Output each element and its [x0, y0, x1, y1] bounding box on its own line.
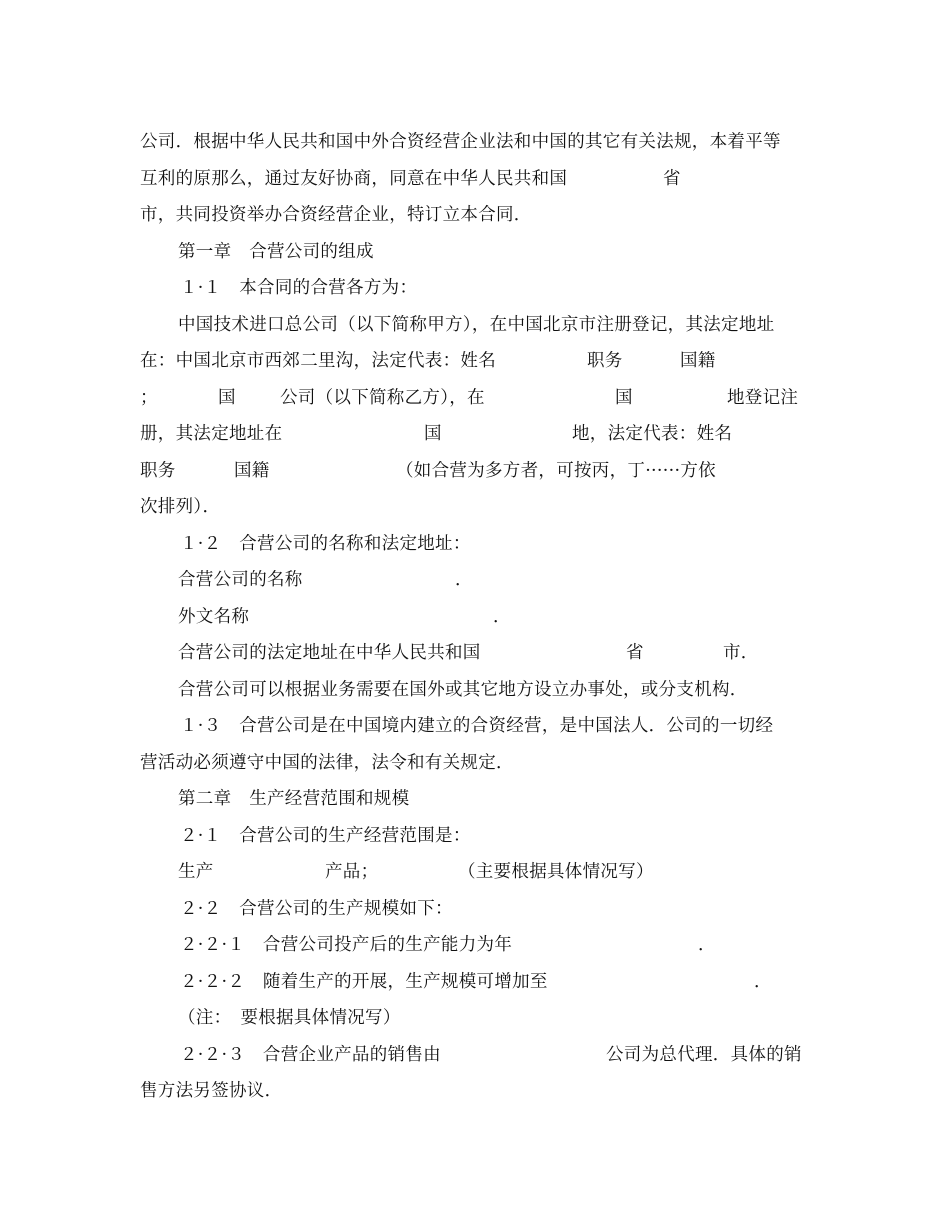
chapter-heading [0, 237, 374, 267]
text-line [0, 492, 221, 522]
section-heading [0, 821, 471, 851]
text-line [0, 200, 532, 230]
text-run: ． [698, 935, 716, 955]
text-run: ２·２·１ 合营公司投产后的生产能力为年 [180, 935, 513, 955]
text-line [0, 857, 654, 887]
text-line [0, 419, 733, 449]
subsection-heading [0, 1040, 802, 1070]
text-run: ２·２ 合营公司的生产规模如下： [180, 899, 453, 919]
text-run: 次排列）． [140, 497, 221, 517]
text-run: 合营公司的法定地址在中华人民共和国 [178, 643, 481, 663]
text-run: 营活动必须遵守中国的法律，法令和有关规定． [140, 753, 514, 773]
subsection-heading [0, 967, 772, 997]
text-line [0, 1076, 283, 1106]
text-line [0, 346, 716, 376]
text-run: 省 [626, 643, 644, 663]
text-line [0, 565, 473, 595]
text-run: ． [493, 607, 511, 627]
text-run: 第一章 合营公司的组成 [178, 242, 374, 262]
text-line [0, 310, 775, 340]
text-run: 市． [723, 643, 759, 663]
text-run: ． [455, 570, 473, 590]
text-run: ２·２·３ 合营企业产品的销售由 [180, 1045, 441, 1065]
text-run: 省 [663, 169, 681, 189]
text-run: 公司为总代理．具体的销 [606, 1045, 802, 1065]
text-line [0, 383, 799, 413]
text-run: 市，共同投资举办合资经营企业，特订立本合同． [140, 205, 532, 225]
text-run: 合营公司的名称 [178, 570, 303, 590]
text-run: 生产 [178, 862, 214, 882]
text-run: 国 [218, 388, 236, 408]
text-run: １·１ 本合同的合营各方为： [180, 278, 418, 298]
text-run: １·３ 合营公司是在中国境内建立的合资经营，是中国法人．公司的一切经 [180, 716, 774, 736]
text-run: ． [754, 972, 772, 992]
text-line [0, 456, 716, 486]
text-run: 公司（以下简称乙方），在 [280, 388, 485, 408]
text-run: 国籍 [680, 351, 716, 371]
chapter-heading [0, 784, 410, 814]
text-run: 国 [424, 424, 442, 444]
note-line [0, 1003, 401, 1033]
text-run: １·２ 合营公司的名称和法定地址： [180, 534, 471, 554]
text-run: 产品； [325, 862, 379, 882]
text-run: （主要根据具体情况写） [458, 862, 654, 882]
text-run: 国 [615, 388, 633, 408]
text-run: 地，法定代表：姓名 [572, 424, 733, 444]
text-run: 在：中国北京市西郊二里沟，法定代表：姓名 [140, 351, 496, 371]
text-run: 外文名称 [178, 607, 250, 627]
text-run: 地登记注 [727, 388, 799, 408]
text-run: 职务 [140, 461, 176, 481]
subsection-heading [0, 930, 716, 960]
section-heading [0, 529, 471, 559]
text-run: 中国技术进口总公司（以下简称甲方），在中国北京市注册登记，其法定地址 [178, 315, 775, 335]
text-line [0, 748, 514, 778]
text-run: 公司．根据中华人民共和国中外合资经营企业法和中国的其它有关法规，本着平等 [140, 132, 781, 152]
text-line [0, 602, 511, 632]
text-run: 第二章 生产经营范围和规模 [178, 789, 410, 809]
text-run: ； [140, 388, 158, 408]
section-heading [0, 894, 453, 924]
text-run: 合营公司可以根据业务需要在国外或其它地方设立办事处，或分支机构． [178, 680, 748, 700]
text-line [0, 638, 759, 668]
text-run: 售方法另签协议． [140, 1081, 283, 1101]
text-run: 职务 [587, 351, 623, 371]
text-run: 国籍 [234, 461, 270, 481]
text-line [0, 127, 781, 157]
section-heading [0, 273, 418, 303]
text-run: （如合营为多方者，可按丙，丁······方依 [396, 461, 716, 481]
text-run: 互利的原那么，通过友好协商，同意在中华人民共和国 [140, 169, 568, 189]
text-line [0, 164, 681, 194]
text-run: ２·２·２ 随着生产的开展，生产规模可增加至 [180, 972, 548, 992]
text-line [0, 675, 748, 705]
text-run: 册，其法定地址在 [140, 424, 283, 444]
text-run: ２·１ 合营公司的生产经营范围是： [180, 826, 471, 846]
text-run: （注： 要根据具体情况写） [178, 1008, 401, 1028]
section-heading [0, 711, 774, 741]
